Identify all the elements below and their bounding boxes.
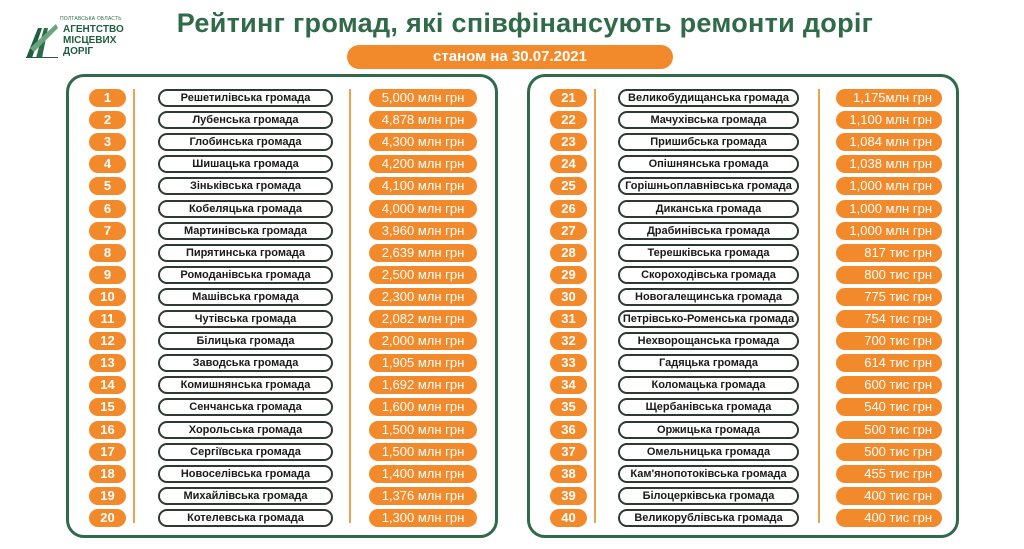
rank-badge: 40 bbox=[550, 509, 587, 527]
community-name: Оржицька громада bbox=[618, 421, 799, 439]
funding-amount: 817 тис грн bbox=[836, 244, 942, 262]
funding-amount: 2,082 млн грн bbox=[369, 310, 477, 328]
funding-amount: 4,878 млн грн bbox=[369, 111, 477, 129]
ranking-row bbox=[530, 487, 956, 505]
rank-badge: 12 bbox=[89, 332, 126, 350]
rank-badge: 5 bbox=[89, 177, 126, 195]
ranking-row bbox=[530, 465, 956, 483]
ranking-row bbox=[530, 89, 956, 107]
funding-amount: 2,500 млн грн bbox=[369, 266, 477, 284]
ranking-row bbox=[69, 354, 495, 372]
community-name: Зіньківська громада bbox=[158, 177, 333, 195]
ranking-panel-left bbox=[66, 74, 498, 538]
rank-badge: 18 bbox=[89, 465, 126, 483]
funding-amount: 1,175млн грн bbox=[836, 89, 942, 107]
rank-badge: 24 bbox=[550, 155, 587, 173]
community-name: Михайлівська громада bbox=[158, 487, 333, 505]
rank-badge: 38 bbox=[550, 465, 587, 483]
ranking-row bbox=[69, 376, 495, 394]
rank-badge: 2 bbox=[89, 111, 126, 129]
ranking-row bbox=[530, 111, 956, 129]
ranking-row bbox=[69, 443, 495, 461]
ranking-row bbox=[69, 421, 495, 439]
community-name: Мачухівська громада bbox=[618, 111, 799, 129]
rank-badge: 6 bbox=[89, 200, 126, 218]
rank-badge: 27 bbox=[550, 222, 587, 240]
community-name: Великорублівська громада bbox=[618, 509, 799, 527]
agency-logo bbox=[26, 18, 146, 68]
community-name: Кобеляцька громада bbox=[158, 200, 333, 218]
rank-badge: 36 bbox=[550, 421, 587, 439]
ranking-row bbox=[530, 421, 956, 439]
rank-badge: 21 bbox=[550, 89, 587, 107]
funding-amount: 1,500 млн грн bbox=[369, 443, 477, 461]
ranking-row bbox=[69, 509, 495, 527]
rank-badge: 28 bbox=[550, 244, 587, 262]
rank-badge: 14 bbox=[89, 376, 126, 394]
community-name: Терешківська громада bbox=[618, 244, 799, 262]
community-name: Горішньоплавнівська громада bbox=[618, 177, 799, 195]
logo-line-2: МІСЦЕВИХ bbox=[63, 35, 117, 46]
logo-region: ПОЛТАВСЬКА ОБЛАСТЬ bbox=[60, 16, 122, 22]
rank-badge: 4 bbox=[89, 155, 126, 173]
community-name: Білицька громада bbox=[158, 332, 333, 350]
funding-amount: 4,200 млн грн bbox=[369, 155, 477, 173]
ranking-row bbox=[530, 266, 956, 284]
logo-text bbox=[63, 24, 124, 57]
ranking-row bbox=[530, 177, 956, 195]
community-name: Диканська громада bbox=[618, 200, 799, 218]
community-name: Новоселівська громада bbox=[158, 465, 333, 483]
funding-amount: 2,639 млн грн bbox=[369, 244, 477, 262]
community-name: Кам'янопотоківська громада bbox=[618, 465, 799, 483]
rank-badge: 13 bbox=[89, 354, 126, 372]
funding-amount: 500 тис грн bbox=[836, 443, 942, 461]
funding-amount: 4,300 млн грн bbox=[369, 133, 477, 151]
ranking-row bbox=[530, 288, 956, 306]
funding-amount: 1,000 млн грн bbox=[836, 222, 942, 240]
community-name: Ромоданівська громада bbox=[158, 266, 333, 284]
rank-badge: 7 bbox=[89, 222, 126, 240]
rank-badge: 22 bbox=[550, 111, 587, 129]
funding-amount: 2,000 млн грн bbox=[369, 332, 477, 350]
ranking-row bbox=[69, 133, 495, 151]
funding-amount: 455 тис грн bbox=[836, 465, 942, 483]
funding-amount: 1,038 млн грн bbox=[836, 155, 942, 173]
ranking-row bbox=[69, 244, 495, 262]
road-logo-icon bbox=[26, 22, 58, 58]
ranking-row bbox=[69, 177, 495, 195]
rank-badge: 1 bbox=[89, 89, 126, 107]
rank-badge: 11 bbox=[89, 310, 126, 328]
rank-badge: 35 bbox=[550, 398, 587, 416]
rank-badge: 37 bbox=[550, 443, 587, 461]
ranking-row bbox=[69, 288, 495, 306]
community-name: Глобинська громада bbox=[158, 133, 333, 151]
community-name: Нехворощанська громада bbox=[618, 332, 799, 350]
funding-amount: 1,600 млн грн bbox=[369, 398, 477, 416]
funding-amount: 1,084 млн грн bbox=[836, 133, 942, 151]
community-name: Скороходівська громада bbox=[618, 266, 799, 284]
rank-badge: 23 bbox=[550, 133, 587, 151]
funding-amount: 4,100 млн грн bbox=[369, 177, 477, 195]
community-name: Комишнянська громада bbox=[158, 376, 333, 394]
ranking-row bbox=[530, 222, 956, 240]
ranking-row bbox=[530, 133, 956, 151]
funding-amount: 1,000 млн грн bbox=[836, 177, 942, 195]
rank-badge: 34 bbox=[550, 376, 587, 394]
community-name: Драбинівська громада bbox=[618, 222, 799, 240]
rank-badge: 31 bbox=[550, 310, 587, 328]
ranking-row bbox=[69, 465, 495, 483]
ranking-row bbox=[69, 398, 495, 416]
community-name: Пирятинська громада bbox=[158, 244, 333, 262]
ranking-row bbox=[530, 443, 956, 461]
community-name: Чутівська громада bbox=[158, 310, 333, 328]
ranking-row bbox=[530, 354, 956, 372]
rank-badge: 39 bbox=[550, 487, 587, 505]
ranking-row bbox=[530, 376, 956, 394]
community-name: Щербанівська громада bbox=[618, 398, 799, 416]
date-badge: станом на 30.07.2021 bbox=[347, 45, 673, 69]
community-name: Машівська громада bbox=[158, 288, 333, 306]
rank-badge: 17 bbox=[89, 443, 126, 461]
ranking-row bbox=[530, 509, 956, 527]
community-name: Хорольська громада bbox=[158, 421, 333, 439]
rank-badge: 32 bbox=[550, 332, 587, 350]
funding-amount: 400 тис грн bbox=[836, 487, 942, 505]
rank-badge: 9 bbox=[89, 266, 126, 284]
funding-amount: 1,692 млн грн bbox=[369, 376, 477, 394]
ranking-row bbox=[69, 89, 495, 107]
funding-amount: 540 тис грн bbox=[836, 398, 942, 416]
community-name: Білоцерківська громада bbox=[618, 487, 799, 505]
rank-badge: 19 bbox=[89, 487, 126, 505]
funding-amount: 3,960 млн грн bbox=[369, 222, 477, 240]
ranking-row bbox=[530, 398, 956, 416]
funding-amount: 1,376 млн грн bbox=[369, 487, 477, 505]
funding-amount: 2,300 млн грн bbox=[369, 288, 477, 306]
funding-amount: 800 тис грн bbox=[836, 266, 942, 284]
ranking-row bbox=[69, 155, 495, 173]
community-name: Великобудищанська громада bbox=[618, 89, 799, 107]
ranking-row bbox=[530, 200, 956, 218]
funding-amount: 1,000 млн грн bbox=[836, 200, 942, 218]
logo-line-3: ДОРІГ bbox=[63, 46, 94, 57]
rank-badge: 15 bbox=[89, 398, 126, 416]
funding-amount: 1,400 млн грн bbox=[369, 465, 477, 483]
community-name: Новогалещинська громада bbox=[618, 288, 799, 306]
community-name: Пришибська громада bbox=[618, 133, 799, 151]
ranking-row bbox=[69, 222, 495, 240]
ranking-row bbox=[69, 310, 495, 328]
funding-amount: 754 тис грн bbox=[836, 310, 942, 328]
funding-amount: 1,905 млн грн bbox=[369, 354, 477, 372]
ranking-row bbox=[530, 310, 956, 328]
funding-amount: 1,300 млн грн bbox=[369, 509, 477, 527]
rank-badge: 16 bbox=[89, 421, 126, 439]
funding-amount: 5,000 млн грн bbox=[369, 89, 477, 107]
community-name: Котелевська громада bbox=[158, 509, 333, 527]
page-title: Рейтинг громад, які співфінансують ремонти доріг bbox=[176, 8, 874, 38]
ranking-row bbox=[530, 155, 956, 173]
community-name: Мартинівська громада bbox=[158, 222, 333, 240]
funding-amount: 400 тис грн bbox=[836, 509, 942, 527]
ranking-row bbox=[69, 111, 495, 129]
ranking-row bbox=[530, 244, 956, 262]
ranking-row bbox=[69, 266, 495, 284]
community-name: Сенчанська громада bbox=[158, 398, 333, 416]
logo-line-1: АГЕНТСТВО bbox=[63, 24, 124, 35]
rank-badge: 8 bbox=[89, 244, 126, 262]
funding-amount: 614 тис грн bbox=[836, 354, 942, 372]
funding-amount: 4,000 млн грн bbox=[369, 200, 477, 218]
funding-amount: 600 тис грн bbox=[836, 376, 942, 394]
funding-amount: 500 тис грн bbox=[836, 421, 942, 439]
rank-badge: 26 bbox=[550, 200, 587, 218]
rank-badge: 20 bbox=[89, 509, 126, 527]
community-name: Лубенська громада bbox=[158, 111, 333, 129]
rank-badge: 33 bbox=[550, 354, 587, 372]
community-name: Опішнянська громада bbox=[618, 155, 799, 173]
funding-amount: 700 тис грн bbox=[836, 332, 942, 350]
community-name: Гадяцька громада bbox=[618, 354, 799, 372]
community-name: Сергіївська громада bbox=[158, 443, 333, 461]
community-name: Омельницька громада bbox=[618, 443, 799, 461]
rank-badge: 29 bbox=[550, 266, 587, 284]
rank-badge: 3 bbox=[89, 133, 126, 151]
funding-amount: 775 тис грн bbox=[836, 288, 942, 306]
ranking-row bbox=[69, 487, 495, 505]
funding-amount: 1,500 млн грн bbox=[369, 421, 477, 439]
funding-amount: 1,100 млн грн bbox=[836, 111, 942, 129]
ranking-row bbox=[530, 332, 956, 350]
community-name: Шишацька громада bbox=[158, 155, 333, 173]
ranking-row bbox=[69, 332, 495, 350]
ranking-row bbox=[69, 200, 495, 218]
rank-badge: 10 bbox=[89, 288, 126, 306]
community-name: Коломацька громада bbox=[618, 376, 799, 394]
ranking-panel-right bbox=[527, 74, 959, 538]
rank-badge: 30 bbox=[550, 288, 587, 306]
rank-badge: 25 bbox=[550, 177, 587, 195]
community-name: Заводська громада bbox=[158, 354, 333, 372]
community-name: Петрівсько-Роменська громада bbox=[618, 310, 799, 328]
community-name: Решетилівська громада bbox=[158, 89, 333, 107]
